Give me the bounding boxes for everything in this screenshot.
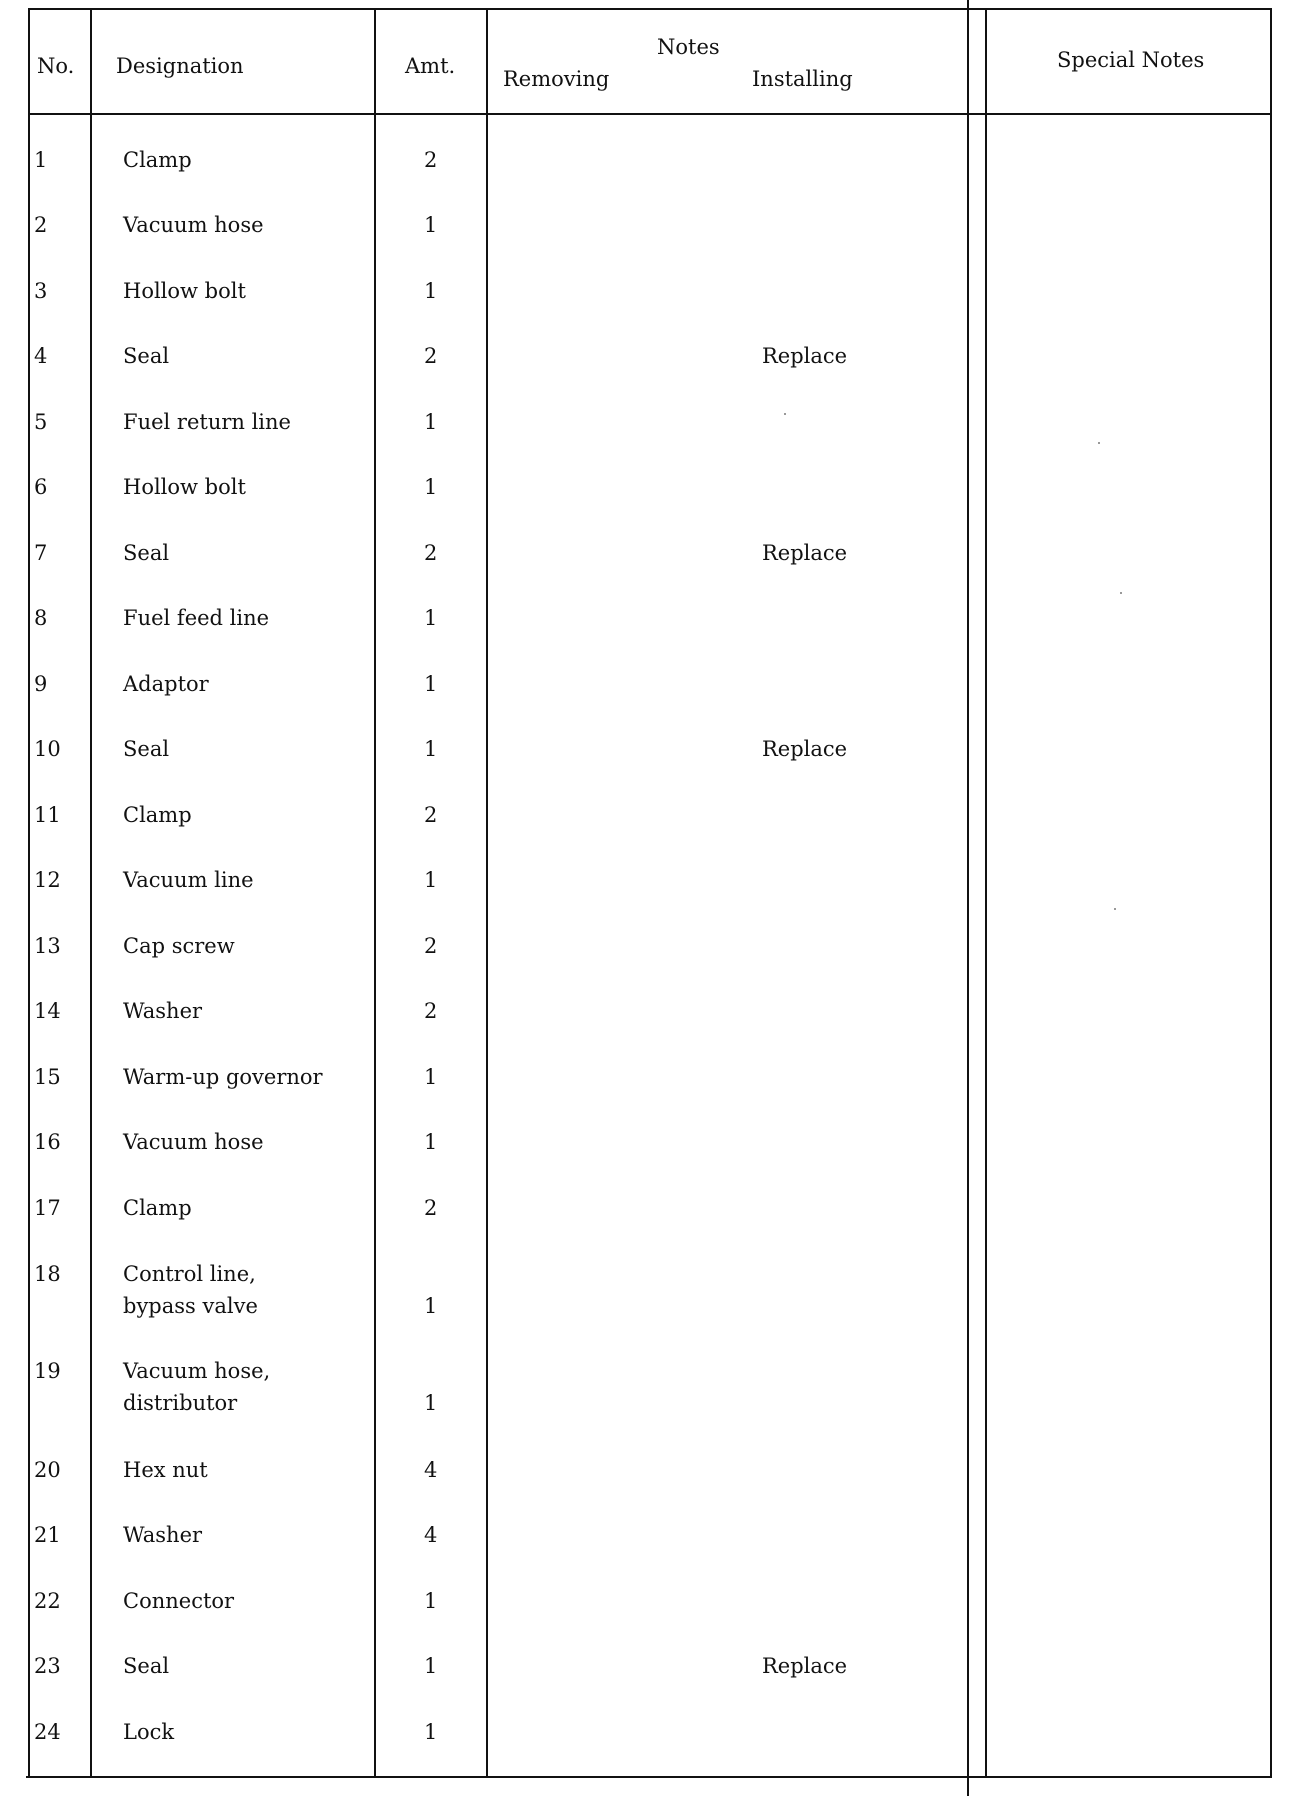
row-designation: Vacuum hose	[123, 1130, 264, 1154]
row-amount: 2	[424, 1196, 438, 1220]
header-special-notes: Special Notes	[1057, 48, 1205, 72]
header-designation: Designation	[116, 54, 244, 78]
row-designation: Hollow bolt	[123, 279, 246, 303]
row-number: 1	[34, 148, 48, 172]
row-designation: Hollow bolt	[123, 475, 246, 499]
header-installing: Installing	[752, 67, 853, 91]
row-number: 11	[34, 803, 61, 827]
row-amount: 2	[424, 541, 438, 565]
header-removing: Removing	[503, 67, 610, 91]
row-amount: 1	[424, 1294, 438, 1318]
row-designation: Control line,	[123, 1262, 256, 1286]
row-number: 12	[34, 868, 61, 892]
row-number: 13	[34, 934, 61, 958]
row-number: 23	[34, 1654, 61, 1678]
row-amount: 4	[424, 1523, 438, 1547]
row-designation: Hex nut	[123, 1458, 208, 1482]
row-number: 3	[34, 279, 48, 303]
row-designation: Seal	[123, 344, 170, 368]
table-left-rule	[28, 8, 30, 1778]
row-amount: 1	[424, 1720, 438, 1744]
row-amount: 1	[424, 1065, 438, 1089]
header-amt: Amt.	[405, 54, 456, 78]
row-designation: Clamp	[123, 1196, 192, 1220]
row-amount: 1	[424, 1589, 438, 1613]
table-top-rule	[28, 8, 1270, 10]
row-amount: 2	[424, 148, 438, 172]
row-designation: Vacuum hose,	[123, 1359, 271, 1383]
header-notes: Notes	[657, 35, 720, 59]
table-right-rule	[1270, 8, 1272, 1778]
table-bottom-rule	[26, 1776, 1272, 1778]
row-number: 7	[34, 541, 48, 565]
row-number: 21	[34, 1523, 61, 1547]
row-designation: Fuel return line	[123, 410, 291, 434]
row-amount: 1	[424, 737, 438, 761]
row-designation: Clamp	[123, 803, 192, 827]
row-amount: 1	[424, 1654, 438, 1678]
row-number: 9	[34, 672, 48, 696]
col-notes-rule	[967, 0, 969, 1796]
row-designation: Seal	[123, 1654, 170, 1678]
row-amount: 2	[424, 803, 438, 827]
row-amount: 1	[424, 868, 438, 892]
row-number: 16	[34, 1130, 61, 1154]
row-number: 5	[34, 410, 48, 434]
row-designation: Seal	[123, 737, 170, 761]
scan-speck	[784, 413, 786, 415]
row-designation: Fuel feed line	[123, 606, 270, 630]
row-amount: 4	[424, 1458, 438, 1482]
row-designation: Vacuum line	[123, 868, 254, 892]
row-amount: 2	[424, 934, 438, 958]
scan-speck	[1114, 908, 1116, 910]
header-no: No.	[37, 54, 75, 78]
row-installing-note: Replace	[762, 737, 848, 761]
row-designation: Seal	[123, 541, 170, 565]
row-installing-note: Replace	[762, 541, 848, 565]
row-designation: Clamp	[123, 148, 192, 172]
row-designation: Warm-up governor	[123, 1065, 323, 1089]
row-amount: 1	[424, 410, 438, 434]
col-amt-rule	[486, 8, 488, 1778]
col-no-rule	[90, 8, 92, 1778]
row-number: 2	[34, 213, 48, 237]
row-number: 19	[34, 1359, 61, 1383]
row-number: 4	[34, 344, 48, 368]
row-number: 22	[34, 1589, 61, 1613]
row-amount: 1	[424, 672, 438, 696]
col-notes-double-rule	[985, 8, 987, 1778]
row-amount: 1	[424, 475, 438, 499]
row-amount: 1	[424, 279, 438, 303]
row-amount: 1	[424, 606, 438, 630]
row-amount: 2	[424, 999, 438, 1023]
row-designation: distributor	[123, 1391, 238, 1415]
row-designation: Washer	[123, 999, 203, 1023]
row-designation: bypass valve	[123, 1294, 258, 1318]
row-number: 17	[34, 1196, 61, 1220]
row-designation: Washer	[123, 1523, 203, 1547]
row-number: 15	[34, 1065, 61, 1089]
scan-speck	[1120, 592, 1122, 594]
row-designation: Adaptor	[123, 672, 209, 696]
row-number: 10	[34, 737, 61, 761]
row-designation: Lock	[123, 1720, 175, 1744]
row-designation: Vacuum hose	[123, 213, 264, 237]
row-number: 20	[34, 1458, 61, 1482]
row-amount: 1	[424, 1130, 438, 1154]
row-number: 14	[34, 999, 61, 1023]
header-bottom-rule	[28, 113, 1270, 115]
row-number: 24	[34, 1720, 61, 1744]
row-installing-note: Replace	[762, 1654, 848, 1678]
row-number: 6	[34, 475, 48, 499]
row-amount: 1	[424, 213, 438, 237]
row-number: 8	[34, 606, 48, 630]
row-designation: Connector	[123, 1589, 235, 1613]
row-number: 18	[34, 1262, 61, 1286]
scan-speck	[1098, 442, 1100, 444]
col-designation-rule	[374, 8, 376, 1778]
row-amount: 1	[424, 1391, 438, 1415]
row-installing-note: Replace	[762, 344, 848, 368]
row-amount: 2	[424, 344, 438, 368]
row-designation: Cap screw	[123, 934, 235, 958]
